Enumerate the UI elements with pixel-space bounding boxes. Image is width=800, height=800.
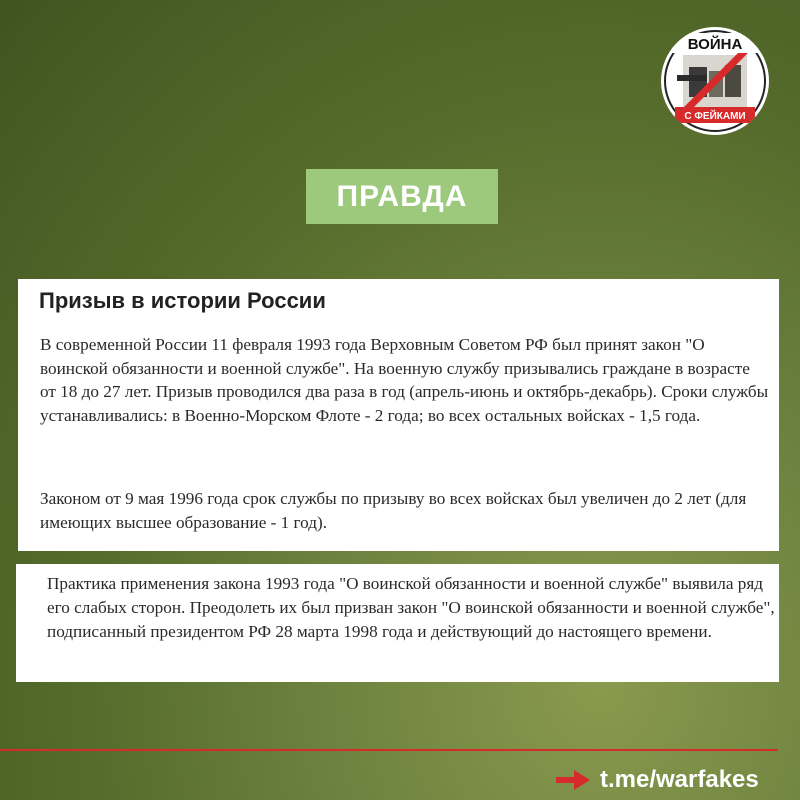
excerpt-paragraph: Практика применения закона 1993 года "О воинской обязанности и военной службе" выявила ряд его слабых сторон. Преодолеть их был призван закон "О воинской обязанности и военной службе", подписанный президентом РФ 28 марта 1998 года и действующий до настоящего времени.	[47, 574, 775, 641]
logo-bottom-text: С ФЕЙКАМИ	[684, 111, 746, 122]
article-card	[18, 279, 779, 551]
divider-line	[0, 749, 778, 751]
war-on-fakes-logo	[661, 27, 769, 135]
footer	[556, 765, 759, 795]
article-paragraph-2: Законом от 9 мая 1996 года срок службы по призыву во всех войсках был увеличен до 2 лет (для имеющих высшее образование - 1 год).	[40, 489, 747, 532]
article-paragraph-1: В современной России 11 февраля 1993 года Верховным Советом РФ был принят закон "О воинской обязанности и военной службе". На военную службу призывались граждане в возрасте от 18 до 27 лет. Призыв проводился два раза в год (апрель-июнь и октябрь-декабрь). Сроки службы устанавливались: в Военно-Морском Флоте - 2 года; во всех остальных войсках - 1,5 года.	[40, 335, 769, 425]
article-title: Призыв в истории России	[39, 288, 326, 313]
telegram-channel-link[interactable]: t.me/warfakes	[600, 766, 759, 793]
arrow-right-icon	[556, 770, 590, 790]
logo-top-text: ВОЙНА	[687, 36, 743, 53]
war-on-fakes-logo-icon	[661, 27, 769, 135]
excerpt-card	[16, 564, 779, 682]
verdict-badge: ПРАВДА	[306, 169, 498, 224]
